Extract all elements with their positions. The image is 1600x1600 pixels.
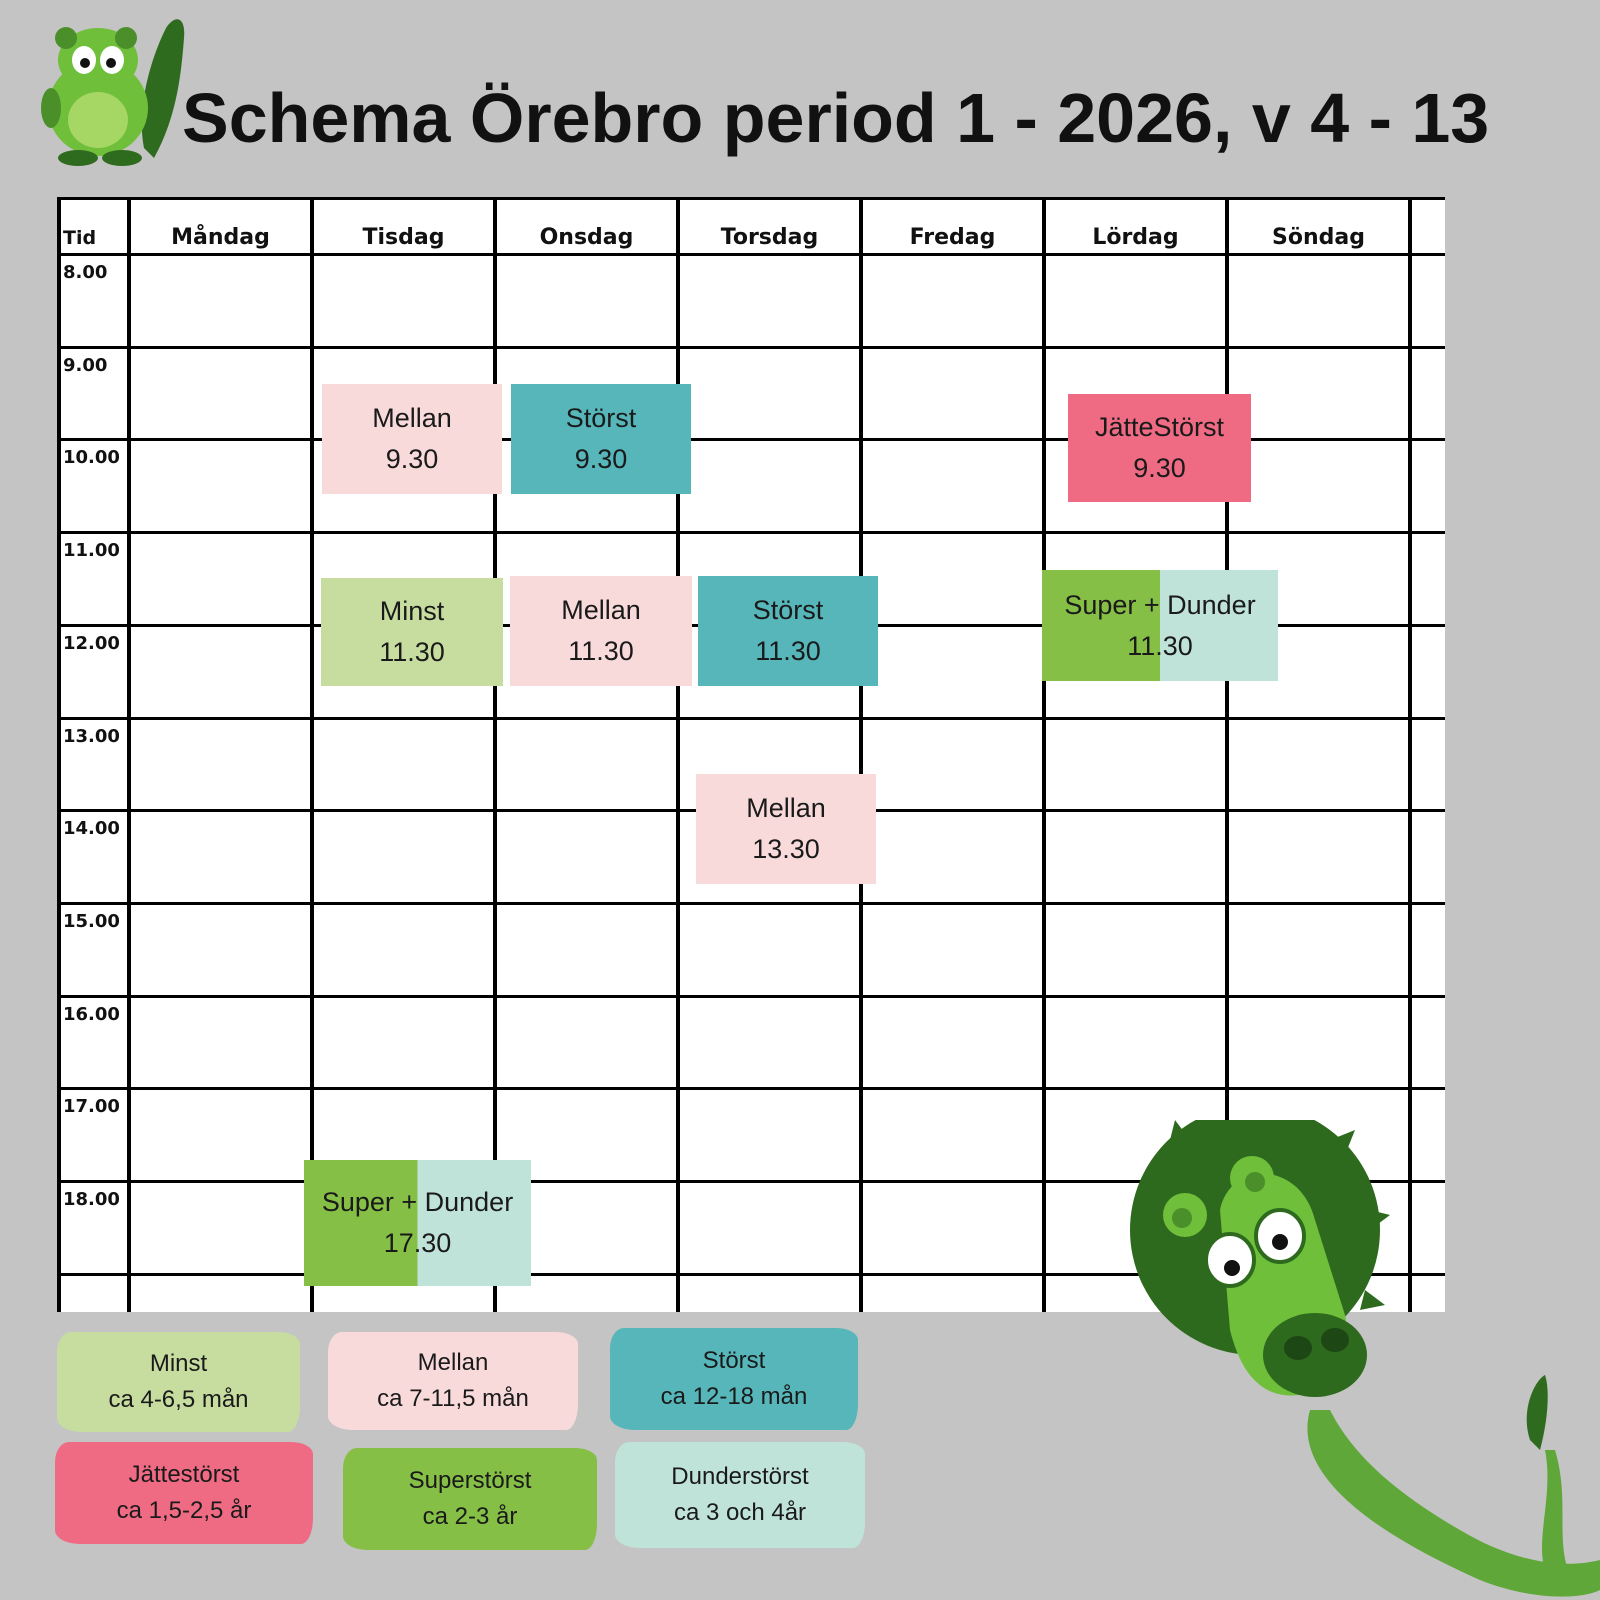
session-group: Super + Dunder <box>1064 589 1256 620</box>
session-time: 9.30 <box>1133 453 1186 483</box>
legend-name: Superstörst <box>408 1467 532 1494</box>
legend-age: ca 1,5-2,5 år <box>116 1497 252 1524</box>
session-time: 11.30 <box>379 637 445 667</box>
column-header-2: Onsdag <box>539 225 634 250</box>
session-group: Super + Dunder <box>321 1187 514 1217</box>
legend-item <box>615 1442 865 1548</box>
session-slot <box>304 1160 531 1286</box>
legend-name: Störst <box>702 1347 766 1374</box>
column-header-1: Tisdag <box>362 225 445 250</box>
time-label: 13.00 <box>63 725 120 747</box>
beaver-mascot-icon <box>26 8 186 168</box>
legend-item <box>328 1332 578 1430</box>
session-group: Mellan <box>372 403 452 433</box>
legend-item <box>55 1442 313 1544</box>
legend-age: ca 12-18 mån <box>660 1383 808 1410</box>
session-time: 13.30 <box>752 834 820 864</box>
session-slot <box>1068 394 1251 502</box>
session-slot <box>321 578 503 686</box>
session-slot <box>322 384 502 494</box>
column-header-4: Fredag <box>909 225 996 250</box>
legend-age: ca 4-6,5 mån <box>108 1386 249 1413</box>
session-group: JätteStörst <box>1094 412 1225 442</box>
time-label: 11.00 <box>63 540 120 562</box>
column-header-5: Lördag <box>1092 225 1179 250</box>
session-slot <box>510 576 692 686</box>
session-time: 9.30 <box>574 444 628 474</box>
time-label: 16.00 <box>63 1003 120 1025</box>
time-label: 8.00 <box>63 262 108 283</box>
session-slot <box>698 576 878 686</box>
time-label: 18.00 <box>63 1189 120 1210</box>
time-label: 12.00 <box>63 632 120 654</box>
legend-item <box>57 1332 300 1432</box>
session-slot <box>696 774 876 884</box>
legend-name: Mellan <box>417 1349 489 1376</box>
time-label: 14.00 <box>63 818 120 840</box>
session-time: 11.30 <box>568 636 634 666</box>
legend-name: Dunderstörst <box>671 1463 809 1490</box>
time-label: 15.00 <box>63 910 120 932</box>
session-time: 9.30 <box>385 444 439 474</box>
column-header-tid: Tid <box>63 227 97 249</box>
session-group: Minst <box>379 596 445 626</box>
session-slot <box>511 384 691 494</box>
beaver-mascot-icon <box>1130 1120 1600 1600</box>
column-header-3: Torsdag <box>720 225 819 250</box>
legend-name: Minst <box>149 1350 208 1377</box>
page-title: Schema Örebro period 1 - 2026, v 4 - 13 <box>182 79 1490 157</box>
session-time: 11.30 <box>1127 630 1193 661</box>
legend-age: ca 3 och 4år <box>673 1499 807 1526</box>
session-time: 17.30 <box>383 1228 452 1258</box>
time-label: 9.00 <box>63 354 108 376</box>
session-group: Mellan <box>746 793 826 823</box>
legend-age: ca 2-3 år <box>422 1503 518 1530</box>
session-group: Störst <box>565 403 637 433</box>
time-label: 17.00 <box>63 1096 120 1118</box>
session-group: Störst <box>752 595 824 625</box>
legend-name: Jättestörst <box>128 1461 240 1488</box>
session-group: Mellan <box>561 595 641 625</box>
time-label: 10.00 <box>63 447 120 469</box>
session-time: 11.30 <box>755 636 821 666</box>
session-slot <box>1042 570 1278 681</box>
legend-age: ca 7-11,5 mån <box>377 1385 529 1412</box>
column-header-0: Måndag <box>171 225 270 250</box>
legend-item <box>610 1328 858 1430</box>
column-header-6: Söndag <box>1272 225 1365 250</box>
legend-item <box>343 1448 597 1550</box>
